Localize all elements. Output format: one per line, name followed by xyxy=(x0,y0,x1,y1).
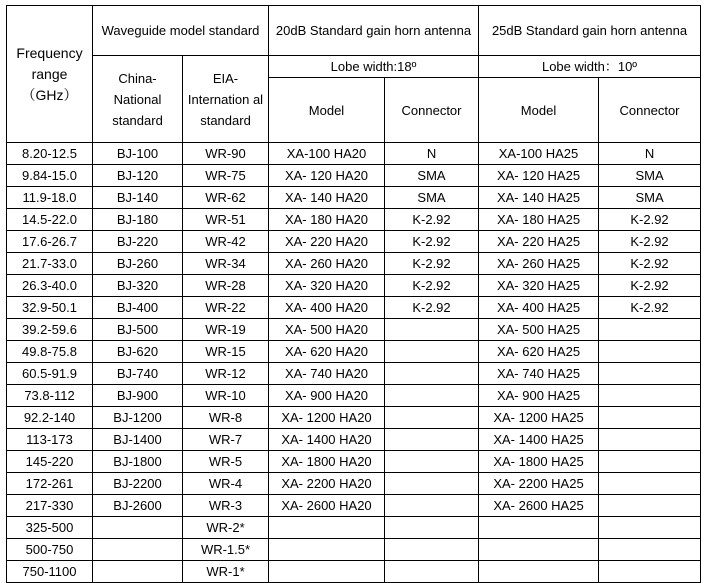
model-25db-cell: XA- 400 HA25 xyxy=(479,297,599,319)
model-20db-cell: XA- 740 HA20 xyxy=(269,363,385,385)
eia-standard-cell: WR-15 xyxy=(183,341,269,363)
model-20db-cell: XA- 900 HA20 xyxy=(269,385,385,407)
frequency-cell: 39.2-59.6 xyxy=(7,319,93,341)
connector-20db-cell: SMA xyxy=(385,187,479,209)
connector-20db-cell xyxy=(385,385,479,407)
table-row xyxy=(7,429,701,451)
lobe-width-25db: Lobe width：10º xyxy=(479,56,701,78)
china-standard-cell: BJ-1400 xyxy=(93,429,183,451)
frequency-cell: 73.8-112 xyxy=(7,385,93,407)
connector-20db-cell xyxy=(385,517,479,539)
china-standard-cell: BJ-120 xyxy=(93,165,183,187)
china-standard-cell xyxy=(93,517,183,539)
china-standard-cell: BJ-500 xyxy=(93,319,183,341)
table-row xyxy=(7,341,701,363)
gain-25db-header: 25dB Standard gain horn antenna xyxy=(479,6,701,56)
table-body xyxy=(7,143,701,583)
china-standard-cell: BJ-900 xyxy=(93,385,183,407)
connector-20db-cell: K-2.92 xyxy=(385,275,479,297)
connector-20db-cell xyxy=(385,429,479,451)
china-standard-cell: BJ-2600 xyxy=(93,495,183,517)
connector-20db-cell xyxy=(385,363,479,385)
connector-20db-cell: N xyxy=(385,143,479,165)
china-standard-cell: BJ-1200 xyxy=(93,407,183,429)
china-standard-cell: BJ-140 xyxy=(93,187,183,209)
eia-standard-cell: WR-12 xyxy=(183,363,269,385)
connector-25db-header: Connector xyxy=(599,78,701,143)
model-25db-cell: XA- 1200 HA25 xyxy=(479,407,599,429)
model-25db-cell: XA- 2200 HA25 xyxy=(479,473,599,495)
frequency-cell: 49.8-75.8 xyxy=(7,341,93,363)
china-standard-cell: BJ-740 xyxy=(93,363,183,385)
china-standard-cell: BJ-180 xyxy=(93,209,183,231)
eia-standard-cell: WR-1* xyxy=(183,561,269,583)
model-25db-cell: XA-100 HA25 xyxy=(479,143,599,165)
connector-20db-cell xyxy=(385,539,479,561)
model-25db-cell: XA- 620 HA25 xyxy=(479,341,599,363)
eia-standard-cell: WR-51 xyxy=(183,209,269,231)
connector-20db-cell xyxy=(385,451,479,473)
table-row xyxy=(7,209,701,231)
connector-25db-cell xyxy=(599,561,701,583)
connector-25db-cell xyxy=(599,473,701,495)
table-row xyxy=(7,473,701,495)
model-20db-cell: XA- 2600 HA20 xyxy=(269,495,385,517)
eia-standard-cell: WR-42 xyxy=(183,231,269,253)
connector-25db-cell: K-2.92 xyxy=(599,231,701,253)
connector-25db-cell xyxy=(599,385,701,407)
model-25db-cell: XA- 900 HA25 xyxy=(479,385,599,407)
model-20db-cell: XA- 1200 HA20 xyxy=(269,407,385,429)
model-20db-cell xyxy=(269,539,385,561)
connector-20db-cell xyxy=(385,473,479,495)
connector-25db-cell: SMA xyxy=(599,187,701,209)
china-standard-cell: BJ-220 xyxy=(93,231,183,253)
eia-standard-cell: WR-8 xyxy=(183,407,269,429)
connector-25db-cell: SMA xyxy=(599,165,701,187)
china-standard-cell: BJ-1800 xyxy=(93,451,183,473)
model-20db-cell: XA- 260 HA20 xyxy=(269,253,385,275)
connector-25db-cell: K-2.92 xyxy=(599,253,701,275)
model-25db-cell xyxy=(479,539,599,561)
eia-standard-cell: WR-5 xyxy=(183,451,269,473)
connector-20db-cell xyxy=(385,341,479,363)
model-20db-header: Model xyxy=(269,78,385,143)
frequency-cell: 60.5-91.9 xyxy=(7,363,93,385)
model-25db-cell: XA- 180 HA25 xyxy=(479,209,599,231)
frequency-cell: 26.3-40.0 xyxy=(7,275,93,297)
model-20db-cell: XA- 180 HA20 xyxy=(269,209,385,231)
eia-standard-cell: WR-1.5* xyxy=(183,539,269,561)
model-20db-cell: XA- 2200 HA20 xyxy=(269,473,385,495)
frequency-cell: 113-173 xyxy=(7,429,93,451)
table-row xyxy=(7,517,701,539)
connector-25db-cell xyxy=(599,539,701,561)
frequency-cell: 14.5-22.0 xyxy=(7,209,93,231)
china-standard-cell xyxy=(93,561,183,583)
china-standard-cell: BJ-260 xyxy=(93,253,183,275)
eia-standard-cell: WR-34 xyxy=(183,253,269,275)
model-25db-cell: XA- 260 HA25 xyxy=(479,253,599,275)
frequency-cell: 325-500 xyxy=(7,517,93,539)
connector-25db-cell: K-2.92 xyxy=(599,275,701,297)
eia-standard-cell: WR-2* xyxy=(183,517,269,539)
connector-20db-cell: SMA xyxy=(385,165,479,187)
model-25db-cell: XA- 2600 HA25 xyxy=(479,495,599,517)
connector-20db-cell: K-2.92 xyxy=(385,297,479,319)
table-row xyxy=(7,231,701,253)
frequency-cell: 500-750 xyxy=(7,539,93,561)
model-20db-cell: XA-100 HA20 xyxy=(269,143,385,165)
frequency-cell: 11.9-18.0 xyxy=(7,187,93,209)
china-standard-cell: BJ-620 xyxy=(93,341,183,363)
table-row xyxy=(7,561,701,583)
connector-25db-cell xyxy=(599,407,701,429)
frequency-cell: 145-220 xyxy=(7,451,93,473)
frequency-cell: 8.20-12.5 xyxy=(7,143,93,165)
eia-standard-cell: WR-3 xyxy=(183,495,269,517)
model-25db-cell: XA- 500 HA25 xyxy=(479,319,599,341)
eia-standard-cell: WR-28 xyxy=(183,275,269,297)
connector-25db-cell: N xyxy=(599,143,701,165)
table-row xyxy=(7,363,701,385)
table-row xyxy=(7,165,701,187)
connector-25db-cell xyxy=(599,451,701,473)
china-standard-cell: BJ-100 xyxy=(93,143,183,165)
table-row xyxy=(7,187,701,209)
china-national-standard-header: China-National standard xyxy=(93,56,183,143)
gain-20db-header: 20dB Standard gain horn antenna xyxy=(269,6,479,56)
table-row xyxy=(7,539,701,561)
frequency-cell: 9.84-15.0 xyxy=(7,165,93,187)
header-row-2 xyxy=(7,56,701,78)
connector-25db-cell xyxy=(599,363,701,385)
connector-20db-cell xyxy=(385,319,479,341)
eia-standard-cell: WR-75 xyxy=(183,165,269,187)
frequency-cell: 217-330 xyxy=(7,495,93,517)
model-25db-cell: XA- 220 HA25 xyxy=(479,231,599,253)
connector-20db-cell xyxy=(385,495,479,517)
model-20db-cell: XA- 500 HA20 xyxy=(269,319,385,341)
table-row xyxy=(7,385,701,407)
model-20db-cell: XA- 120 HA20 xyxy=(269,165,385,187)
connector-25db-cell xyxy=(599,341,701,363)
lobe-width-20db: Lobe width:18º xyxy=(269,56,479,78)
model-25db-header: Model xyxy=(479,78,599,143)
connector-25db-cell: K-2.92 xyxy=(599,209,701,231)
connector-20db-cell xyxy=(385,561,479,583)
model-20db-cell: XA- 320 HA20 xyxy=(269,275,385,297)
eia-standard-cell: WR-7 xyxy=(183,429,269,451)
waveguide-standard-header: Waveguide model standard xyxy=(93,6,269,56)
china-standard-cell: BJ-2200 xyxy=(93,473,183,495)
model-25db-cell: XA- 1400 HA25 xyxy=(479,429,599,451)
model-20db-cell xyxy=(269,517,385,539)
table-row xyxy=(7,297,701,319)
table-row xyxy=(7,275,701,297)
eia-standard-cell: WR-4 xyxy=(183,473,269,495)
frequency-cell: 92.2-140 xyxy=(7,407,93,429)
table-row xyxy=(7,407,701,429)
connector-25db-cell xyxy=(599,517,701,539)
model-20db-cell: XA- 620 HA20 xyxy=(269,341,385,363)
connector-20db-cell: K-2.92 xyxy=(385,209,479,231)
connector-25db-cell xyxy=(599,429,701,451)
china-standard-cell xyxy=(93,539,183,561)
frequency-cell: 17.6-26.7 xyxy=(7,231,93,253)
model-25db-cell: XA- 320 HA25 xyxy=(479,275,599,297)
eia-standard-cell: WR-22 xyxy=(183,297,269,319)
connector-20db-cell: K-2.92 xyxy=(385,231,479,253)
model-20db-cell: XA- 140 HA20 xyxy=(269,187,385,209)
model-20db-cell: XA- 1400 HA20 xyxy=(269,429,385,451)
model-20db-cell: XA- 220 HA20 xyxy=(269,231,385,253)
frequency-cell: 172-261 xyxy=(7,473,93,495)
china-standard-cell: BJ-320 xyxy=(93,275,183,297)
horn-antenna-spec-table xyxy=(6,5,701,583)
connector-25db-cell: K-2.92 xyxy=(599,297,701,319)
model-25db-cell xyxy=(479,561,599,583)
table-row xyxy=(7,495,701,517)
table-row xyxy=(7,253,701,275)
frequency-cell: 21.7-33.0 xyxy=(7,253,93,275)
frequency-cell: 32.9-50.1 xyxy=(7,297,93,319)
eia-international-standard-header: EIA-Internation al standard xyxy=(183,56,269,143)
table-row xyxy=(7,319,701,341)
model-20db-cell: XA- 400 HA20 xyxy=(269,297,385,319)
model-25db-cell: XA- 740 HA25 xyxy=(479,363,599,385)
eia-standard-cell: WR-62 xyxy=(183,187,269,209)
connector-20db-cell: K-2.92 xyxy=(385,253,479,275)
eia-standard-cell: WR-19 xyxy=(183,319,269,341)
header-row-1 xyxy=(7,6,701,56)
connector-25db-cell xyxy=(599,495,701,517)
connector-25db-cell xyxy=(599,319,701,341)
eia-standard-cell: WR-10 xyxy=(183,385,269,407)
connector-20db-header: Connector xyxy=(385,78,479,143)
table-row xyxy=(7,451,701,473)
connector-20db-cell xyxy=(385,407,479,429)
table-row xyxy=(7,143,701,165)
china-standard-cell: BJ-400 xyxy=(93,297,183,319)
model-20db-cell: XA- 1800 HA20 xyxy=(269,451,385,473)
frequency-cell: 750-1100 xyxy=(7,561,93,583)
spec-table-container xyxy=(6,5,701,583)
model-25db-cell: XA- 120 HA25 xyxy=(479,165,599,187)
model-20db-cell xyxy=(269,561,385,583)
model-25db-cell: XA- 140 HA25 xyxy=(479,187,599,209)
model-25db-cell xyxy=(479,517,599,539)
model-25db-cell: XA- 1800 HA25 xyxy=(479,451,599,473)
eia-standard-cell: WR-90 xyxy=(183,143,269,165)
table-header xyxy=(7,6,701,143)
frequency-range-header: Frequency range （GHz） xyxy=(7,6,93,143)
